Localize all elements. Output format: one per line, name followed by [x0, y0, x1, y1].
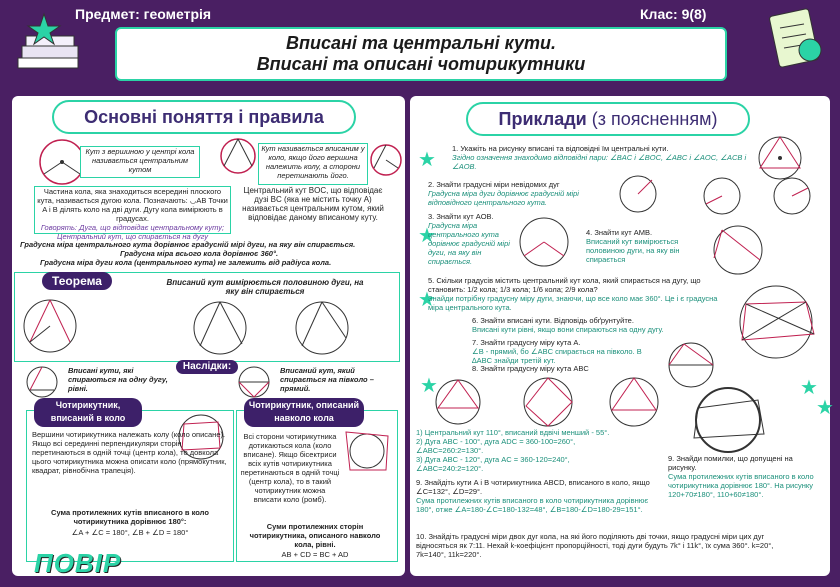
- quad-circum-sum: Суми протилежних сторін чотирикутника, описаного навколо кола, рівні.: [249, 522, 381, 549]
- title-line2: Вписані та описані чотирикутники: [256, 54, 586, 74]
- quad-circum-figure: [340, 426, 394, 476]
- example-6: [472, 316, 722, 334]
- example-9b-answer: Сума протилежних кутів вписаного в коло чотирикутника дорівнює 180°. На рисунку 120+70≠180°, 110+60≠180°.: [668, 472, 814, 499]
- clipboard-icon: [760, 6, 830, 72]
- consequence1-text: Вписані кути, які спираються на одну дугу, рівні.: [68, 366, 168, 393]
- quad-circum-formula: AB + CD = BC + AD: [281, 550, 349, 559]
- consequence2-text: Вписаний кут, який спирається на півколо – прямий.: [280, 366, 374, 393]
- example-3-figure: [514, 214, 574, 270]
- example-9b-task: 9. Знайди помилки, що допущені на рисунку.: [668, 454, 793, 472]
- inscribed-angle-figure: [216, 136, 260, 176]
- arc-definition: [34, 186, 231, 241]
- example-7-answer: ∠B - прямий, бо ∠ABC спирається на півколо. В ∆ABC знайди третій кут.: [472, 347, 642, 365]
- arc-text: Частина кола, яка знаходиться всередині плоского кута, називається дугою кола. Позначають: ◡AB Точки A і B ділять коло на дві дуги. Дугу кола вимірюють в градусах.: [37, 187, 228, 223]
- example-2: [428, 180, 613, 207]
- consequence-label: Наслідки:: [176, 360, 238, 374]
- books-icon: [14, 10, 84, 72]
- example-5-task: 5. Скільки градусів містить центральний кут кола, який спирається на дугу, що становить: 1/2 кола; 1/3 кола; 1/6 кола; 2/9 кола?: [428, 276, 701, 294]
- theorem-label: Теорема: [42, 272, 112, 290]
- example-1: [452, 144, 752, 171]
- example-5: [428, 276, 718, 312]
- boc-figure: [368, 140, 404, 180]
- quad-circum-text: Всі сторони чотирикутника дотикаються кола (коло вписане). Якщо бісектриси всіх кутів чотирикутника перетинаються в одній точці (центр кола), то в такий чотирикутник можна вписати коло (ромб).: [240, 432, 340, 504]
- star-icon: ★: [418, 225, 436, 247]
- answer-line: 3) Дуга ABC - 120°, дуга AC = 360-120=240°,: [416, 455, 570, 464]
- example-4-answer: Вписаний кут вимірюється половиною дуги, на яку він спирається: [586, 237, 680, 264]
- quad-inscribed-label: Чотирикутник, вписаний в коло: [34, 398, 142, 427]
- example-6-task: 6. Знайти вписані кути. Відповідь обґрунтуйте.: [472, 316, 634, 325]
- example-4-task: 4. Знайти кут AMB.: [586, 228, 653, 237]
- theorem-figures: [20, 292, 390, 358]
- star-icon: ★: [420, 375, 438, 397]
- arc-saying: Говорять: Дуга, що відповідає центральному куту; Центральний кут, що спирається на дугу: [40, 223, 225, 241]
- example-10: 10. Знайдіть градусні міри двох дуг кола, на які його поділяють дві точки, якщо градусні міри цих дуг відносяться як 7:11. Нехай k-коефіцієнт пропорційності, тоді дуги будуть 7k° і 11k°, їх сума 360°. k=20°, 7k=140°, 11k=220°.: [416, 532, 774, 559]
- quad-circum-label: Чотирикутник, описаний навколо кола: [244, 398, 364, 427]
- rule-2: Градусна міра всього кола дорівнює 360°.: [120, 249, 279, 258]
- example-1-answer: Згідно означення знаходимо відповідні пари: ∠BAC і ∠BOC, ∠ABC і ∠AOC, ∠ACB і ∠AOB.: [452, 153, 747, 171]
- example-3-answer: Градусна міра центрального кута дорівнює градусній мірі дуги, на яку він спирається.: [428, 221, 510, 266]
- answer-line: ∠ABC=260:2=130°.: [416, 446, 484, 455]
- example-2-task: 2. Знайти градусні міри невідомих дуг: [428, 180, 560, 189]
- theorem-text: Вписаний кут вимірюється половиною дуги, на яку він спирається: [166, 278, 364, 296]
- example-6-figure: [726, 282, 826, 362]
- example-7-task: 7. Знайти градусну міру кута A.: [472, 338, 581, 347]
- inscribed-angle-def: Кут називається вписаним у коло, якщо його вершина належить колу, а сторони перетинають його.: [258, 143, 368, 185]
- rule-3: Градусна міра дуги кола (центрального кута) не залежить від радіуса кола.: [40, 258, 332, 267]
- consequence2-figure: [232, 364, 276, 400]
- example-1-task: 1. Укажіть на рисунку вписані та відповідні їм центральні кути.: [452, 144, 669, 153]
- answer-line: 1) Центральний кут 110°, вписаний вдвічі менший - 55°.: [416, 428, 610, 437]
- example-4: [586, 228, 706, 264]
- answer-line: 2) Дуга ABC - 100°, дуга ADC = 360-100=260°,: [416, 437, 576, 446]
- grade-label: Клас: 9(8): [640, 6, 707, 22]
- answer-line: ∠ABC=240:2=120°.: [416, 464, 484, 473]
- example-9-task: 9. Знайдіть кути A і B чотирикутника ABCD, вписаного в коло, якщо ∠C=132°, ∠D=29°.: [416, 478, 650, 496]
- quad-inscribed-text: Вершини чотирикутника належать колу (коло описане). Якщо всі серединні перпендикуляри сторін перетинаються в одній точці (центр кола), то довкола цього чотирикутника можна описати коло (прямокутник, квадрат, рівнобічна трапеція).: [32, 430, 227, 475]
- example-9b-figure: [676, 384, 780, 454]
- example-4-figure: [708, 220, 768, 278]
- star-icon: ★: [418, 289, 436, 311]
- quad-inscribed-formula: ∠A + ∠C = 180°, ∠B + ∠D = 180°: [71, 528, 189, 537]
- example-5-answer: Знайди потрібну градусну міру дуги, знаючи, що все коло має 360°. Це і є градусна міра центрального кута.: [428, 294, 718, 312]
- example-8-task: 8. Знайти градусну міру кута ABC: [472, 364, 589, 373]
- example-2-answer: Градусна міра дуги дорівнює градусній мірі відповідного центрального кута.: [428, 189, 579, 207]
- title-banner: [115, 27, 727, 81]
- star-icon: ★: [418, 149, 436, 171]
- rules-heading: Основні поняття і правила: [52, 100, 356, 134]
- brand-logo: ПОВІР: [34, 548, 122, 578]
- examples-title: Приклади: [498, 109, 587, 129]
- star-icon: ★: [816, 397, 834, 419]
- title-line1: Вписані та центральні кути.: [285, 33, 557, 53]
- example-3-task: 3. Знайти кут AOB.: [428, 212, 494, 221]
- quad-inscribed-sum: Сума протилежних кутів вписаного в коло чотирикутника дорівнює 180°:: [51, 508, 209, 526]
- subject-label: Предмет: геометрія: [75, 6, 212, 22]
- example-9b: [668, 454, 818, 499]
- star-icon: ★: [800, 377, 818, 399]
- example-9-answer: Сума протилежних кутів вписаного в коло чотирикутника дорівнює 180°, отже ∠A=180-∠C=180-132=48°, ∠B=180-∠D=180-29=151°.: [416, 496, 649, 514]
- example-7-figure: [664, 340, 718, 390]
- answers-block: [416, 428, 666, 473]
- rule-1: Градусна міра центрального кута дорівнює градусній мірі дуги, на яку він спирається.: [20, 240, 356, 249]
- boc-explanation: Центральний кут BOC, що відповідає дузі BC (яка не містить точку A) називається центральним кутом, який відповідає даному вписаному куту.: [242, 186, 384, 222]
- example-3: [428, 212, 518, 266]
- example-9: [416, 478, 666, 514]
- example-7: [472, 338, 662, 365]
- central-angle-def: Кут з вершиною у центрі кола називається центральним кутом: [80, 146, 200, 178]
- examples-subtitle: (з поясненням): [591, 109, 718, 129]
- example-2-figures: [612, 172, 822, 220]
- examples-heading: [466, 102, 750, 136]
- example-6-answer: Вписані кути рівні, якщо вони спираються на одну дугу.: [472, 325, 664, 334]
- consequence1-figure: [20, 364, 64, 400]
- example-8-figures: [424, 372, 668, 428]
- rules-list: [20, 240, 400, 267]
